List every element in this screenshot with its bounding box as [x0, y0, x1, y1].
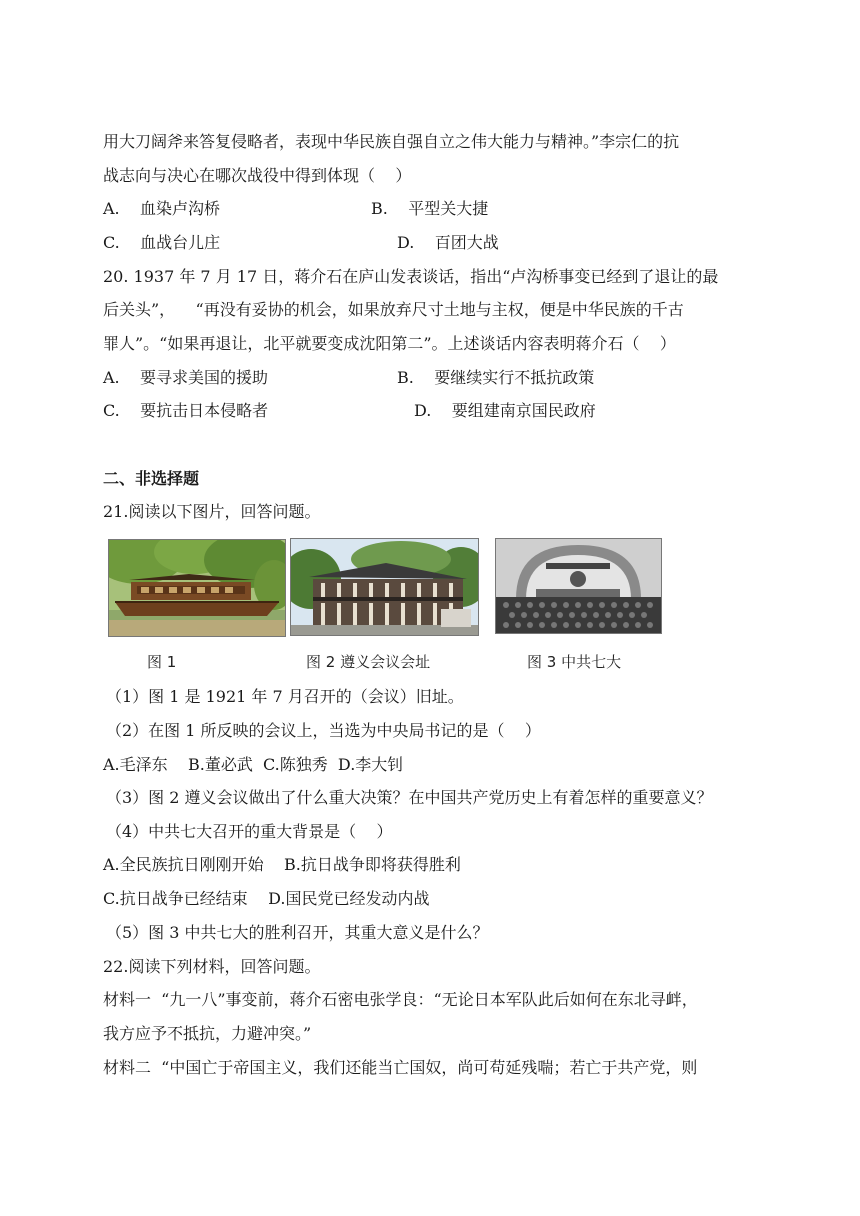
q19-option-a: A. 血染卢沟桥: [103, 199, 220, 218]
q19-text-line-2: 战志向与决心在哪次战役中得到体现（ ）: [103, 166, 412, 185]
zunyi-building-image: [291, 539, 478, 635]
q20-text-line-1: 20. 1937 年 7 月 17 日，蒋介石在庐山发表谈话，指出“卢沟桥事变已经到了退让的最: [103, 267, 719, 286]
q21-sub-2: （2）在图 1 所反映的会议上，当选为中央局书记的是（ ）: [106, 721, 541, 740]
q20-option-d: D. 要组建南京国民政府: [414, 401, 596, 420]
photo-zunyi-site: [290, 538, 479, 636]
photo-red-boat: [108, 539, 286, 637]
seventh-congress-image: [496, 539, 661, 633]
q20-option-b: B. 要继续实行不抵抗政策: [397, 368, 595, 387]
q20-text-line-2: 后关头”， “再没有妥协的机会，如果放弃尺寸土地与主权，便是中华民族的千古: [103, 300, 684, 319]
photo-seventh-congress: [495, 538, 662, 634]
q22-material-1-line-2: 我方应予不抵抗，力避冲突。”: [103, 1024, 312, 1043]
q22-stem: 22.阅读下列材料，回答问题。: [103, 957, 321, 976]
q21-sub-2-options: A.毛泽东 B.董必武 C.陈独秀 D.李大钊: [103, 755, 404, 774]
q19-text-line-1: 用大刀阔斧来答复侵略者，表现中华民族自强自立之伟大能力与精神。”李宗仁的抗: [103, 132, 680, 151]
section-heading: 二、非选择题: [103, 469, 200, 488]
q19-option-c: C. 血战台儿庄: [103, 233, 221, 252]
q22-material-1-line-1: 材料一 “九一八”事变前，蒋介石密电张学良：“无论日本军队此后如何在东北寻衅，: [103, 990, 698, 1009]
q21-stem: 21.阅读以下图片，回答问题。: [103, 502, 321, 521]
q21-sub-3: （3）图 2 遵义会议做出了什么重大决策？在中国共产党历史上有着怎样的重要意义？: [106, 788, 713, 807]
q20-text-line-3: 罪人”。“如果再退让，北平就要变成沈阳第二”。上述谈话内容表明蒋介石（ ）: [103, 334, 676, 353]
q22-material-2-line-1: 材料二 “中国亡于帝国主义，我们还能当亡国奴，尚可苟延残喘；若亡于共产党，则: [103, 1058, 698, 1077]
q19-option-b: B. 平型关大捷: [371, 199, 489, 218]
q21-sub-1: （1）图 1 是 1921 年 7 月召开的（会议）旧址。: [106, 687, 464, 706]
caption-figure-1: 图 1: [147, 653, 177, 671]
q20-option-a: A. 要寻求美国的援助: [103, 368, 268, 387]
q21-sub-4-options-line-2: C.抗日战争已经结束 D.国民党已经发动内战: [103, 889, 430, 908]
q21-sub-4-options-line-1: A.全民族抗日刚刚开始 B.抗日战争即将获得胜利: [103, 855, 461, 874]
q19-option-d: D. 百团大战: [397, 233, 499, 252]
q21-sub-5: （5）图 3 中共七大的胜利召开，其重大意义是什么？: [106, 923, 489, 942]
caption-figure-2: 图 2 遵义会议会址: [306, 653, 431, 671]
q21-sub-4: （4）中共七大召开的重大背景是（ ）: [106, 822, 393, 841]
q20-option-c: C. 要抗击日本侵略者: [103, 401, 269, 420]
caption-figure-3: 图 3 中共七大: [527, 653, 622, 671]
red-boat-image: [109, 540, 285, 636]
